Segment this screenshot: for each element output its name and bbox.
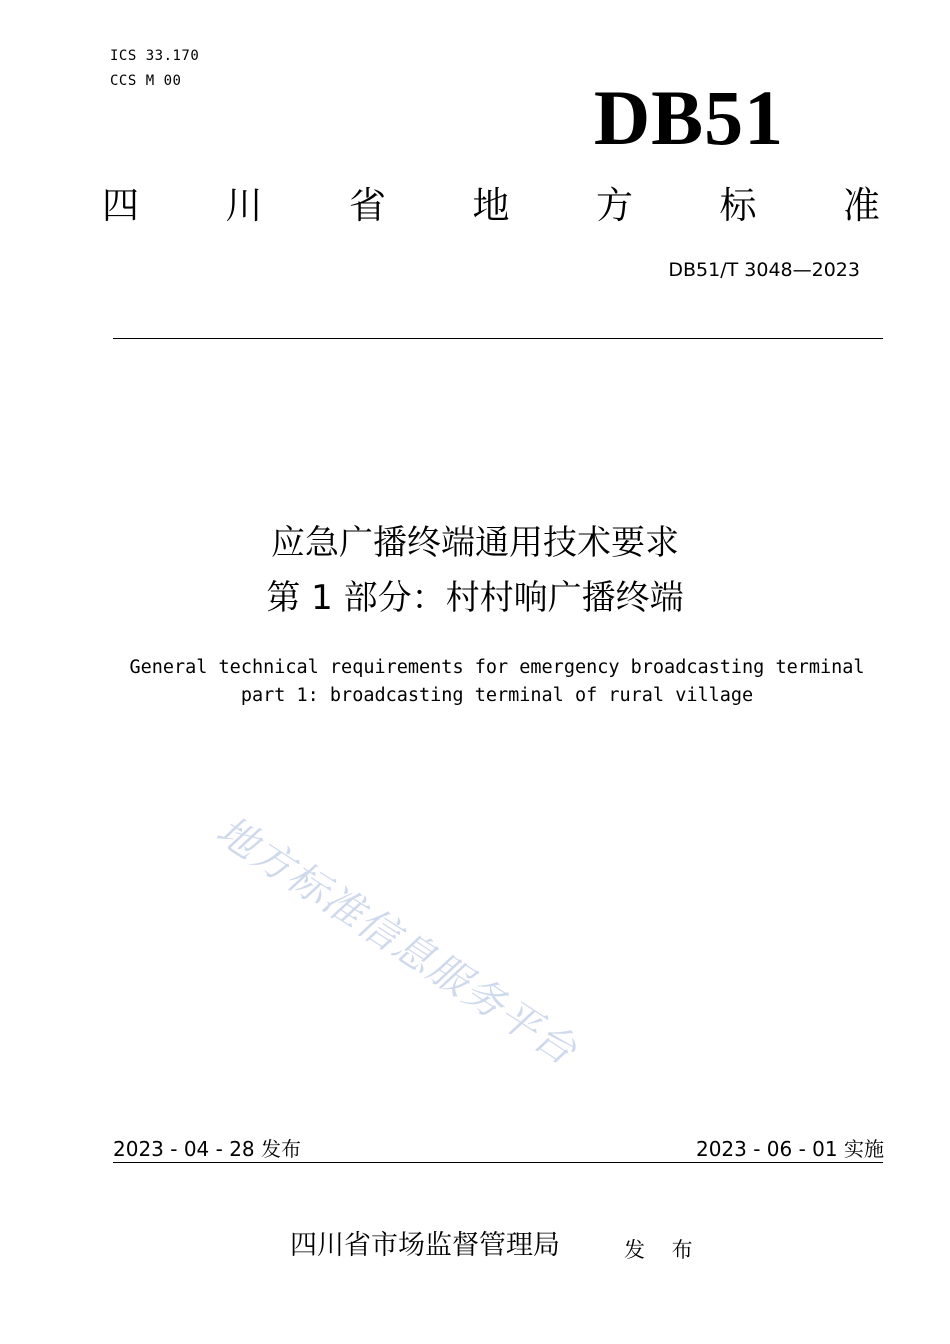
implementation-date: 2023 - 06 - 01 实施	[695, 1137, 884, 1161]
top-divider	[113, 338, 883, 339]
watermark: 地方标准信息服务平台	[208, 807, 586, 1075]
ccs-code: CCS M 00	[110, 73, 182, 89]
english-title-line-2: part 1: broadcasting terminal of rural village	[240, 685, 754, 706]
bottom-divider	[113, 1162, 883, 1163]
english-title-line-1: General technical requirements for emergency broadcasting terminal	[129, 657, 865, 678]
title-char: 地	[472, 184, 510, 227]
chinese-title-line-1: 应急广播终端通用技术要求	[271, 523, 679, 563]
title-char: 四	[102, 184, 139, 227]
chinese-title-line-2: 第 1 部分：村村响广播终端	[266, 578, 684, 618]
title-char: 准	[843, 184, 880, 227]
issue-date: 2023 - 04 - 28 发布	[113, 1137, 302, 1161]
title-char: 标	[719, 184, 757, 227]
ics-code: ICS 33.170	[110, 48, 200, 64]
publish-label: 发 布	[624, 1238, 703, 1262]
title-char: 方	[596, 184, 633, 227]
title-char: 省	[349, 184, 386, 227]
title-char: 川	[225, 184, 263, 227]
standard-category-title	[102, 182, 880, 230]
standard-number: DB51/T 3048—2023	[668, 259, 860, 281]
publisher-name: 四川省市场监督管理局	[290, 1230, 560, 1261]
standard-logo: DB51	[593, 74, 785, 161]
